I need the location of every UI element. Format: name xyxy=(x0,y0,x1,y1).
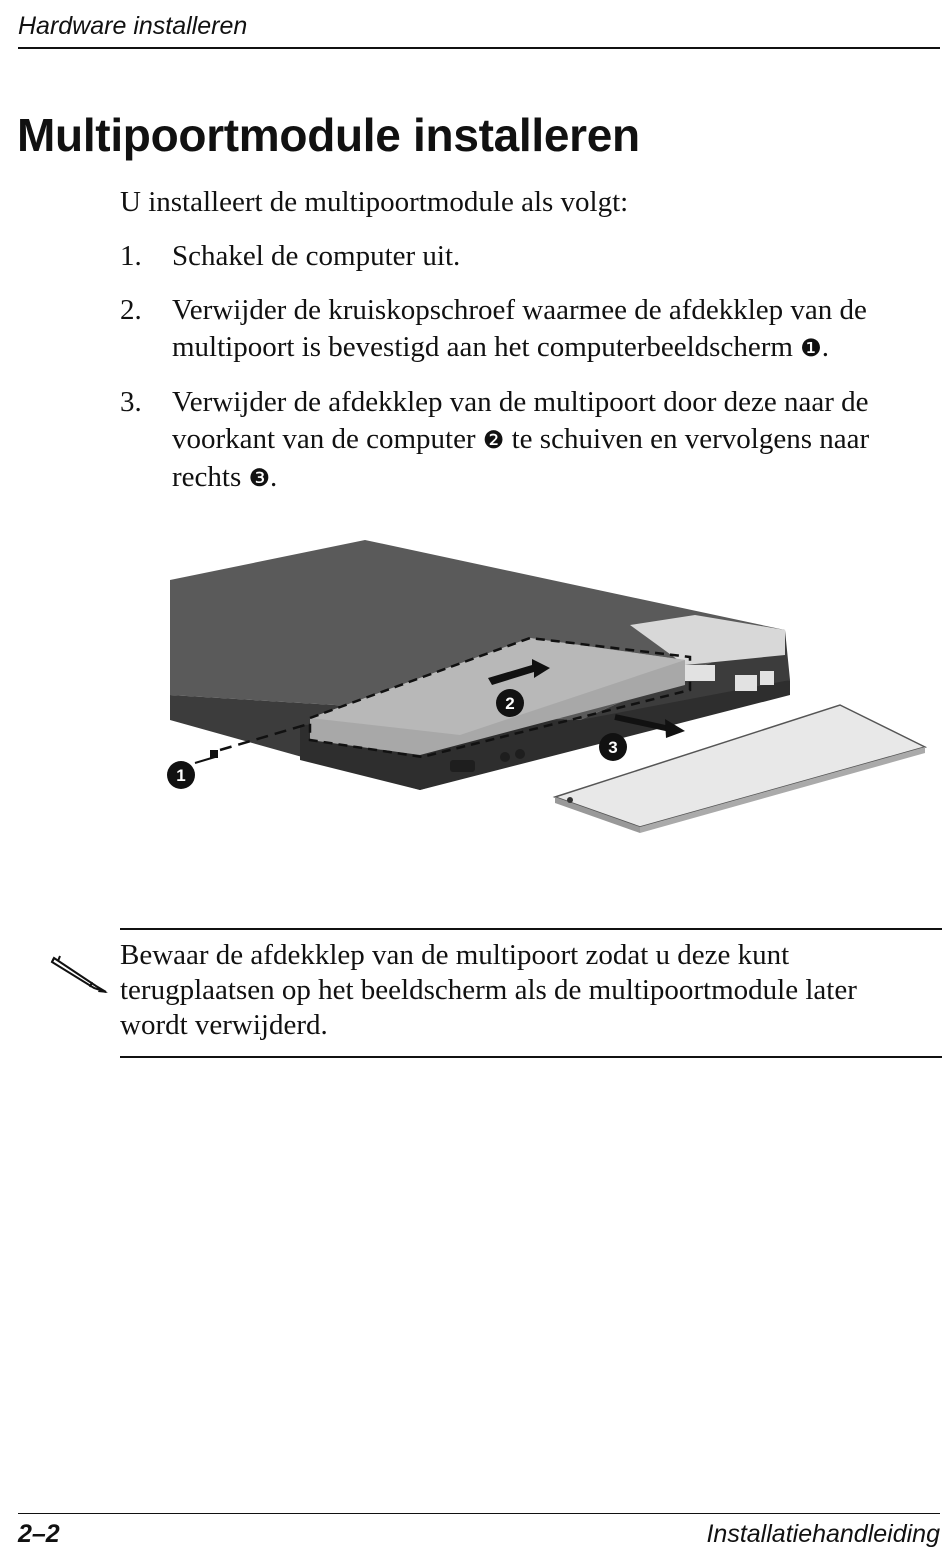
intro-text: U installeert de multipoortmodule als volgt: xyxy=(120,186,629,218)
running-header: Hardware installeren xyxy=(18,12,248,40)
note-text: Bewaar de afdekklep van de multipoort zodat u deze kunt terugplaatsen op het beeldscherm als de multipoortmodule later wordt verwijderd. xyxy=(120,939,857,1041)
step-text: Schakel de computer uit. xyxy=(172,240,461,272)
step-number: 2. xyxy=(120,294,142,326)
step-number: 3. xyxy=(120,386,142,418)
step-text: Verwijder de kruiskopschroef waarmee de afdekklep van de multipoort is bevestigd aan het computerbeeldscherm ❶. xyxy=(172,294,867,363)
step-list xyxy=(120,238,930,514)
step-item xyxy=(120,292,930,367)
step-item xyxy=(120,238,930,275)
step-number: 1. xyxy=(120,240,142,272)
note-rule-bottom xyxy=(120,1056,942,1058)
pencil-note-icon xyxy=(48,946,110,998)
callout-3-marker: ❸ xyxy=(248,464,271,492)
figure-callout-3: 3 xyxy=(608,738,618,757)
callout-1-marker: ❶ xyxy=(800,334,822,362)
footer-rule xyxy=(18,1513,940,1514)
figure-callout-1: 1 xyxy=(176,766,186,785)
laptop-illustration xyxy=(160,535,935,840)
note-rule-top xyxy=(120,928,942,930)
header-rule xyxy=(18,47,940,49)
document-title: Installatiehandleiding xyxy=(706,1520,940,1548)
step-text: Verwijder de afdekklep van de multipoort door deze naar de voorkant van de computer ❷ te schuiven en vervolgens naar rechts ❸. xyxy=(172,386,870,493)
step-item xyxy=(120,384,930,497)
page-number: 2–2 xyxy=(18,1520,60,1548)
figure-callout-2: 2 xyxy=(505,694,515,713)
section-title: Multipoortmodule installeren xyxy=(17,109,640,161)
callout-2-marker: ❷ xyxy=(482,426,505,454)
